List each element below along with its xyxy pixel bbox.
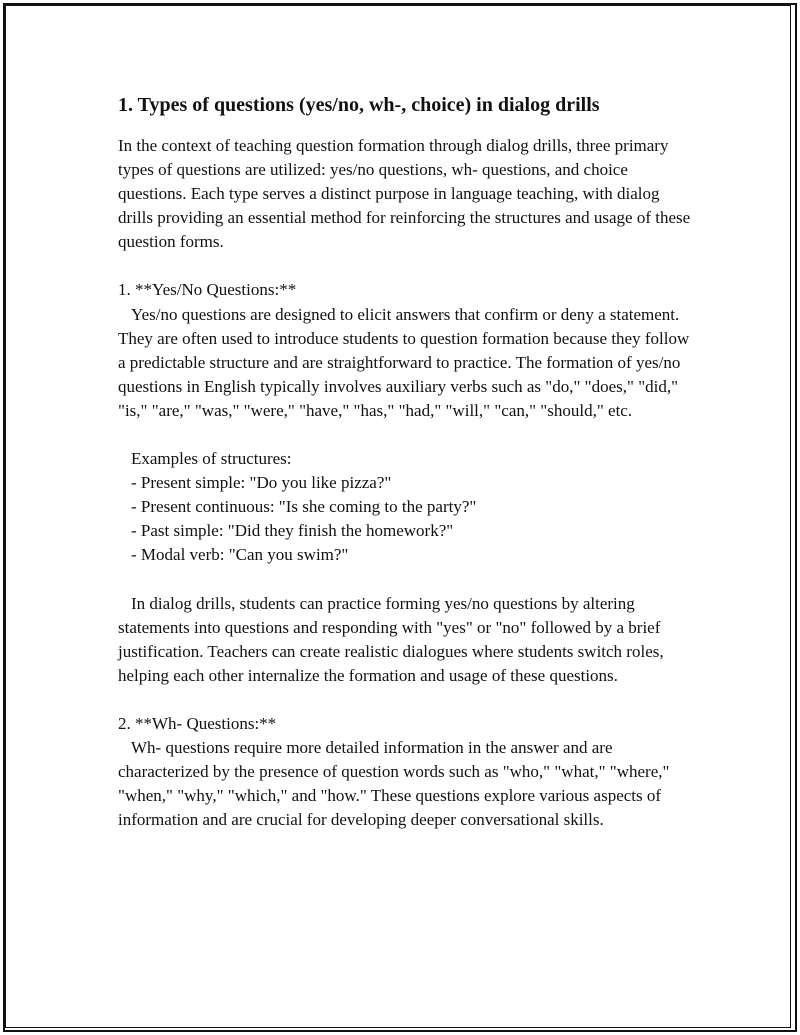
paragraph-gap (118, 254, 698, 278)
yesno-title: 1. **Yes/No Questions:** (118, 280, 297, 300)
paragraph-gap (118, 568, 698, 592)
yesno-description: Yes/no questions are designed to elicit answers that confirm or deny a statement. They are often used to introduce students to question formation because they follow a predictable structure and are straightforward to practice. The formation of yes/no questions in English typically involves auxiliary verbs such as "do," "does," "did," "is," "are," "was," "were," "have," "has," "had," "will," "can," "should," etc. (118, 304, 690, 420)
example-item: - Modal verb: "Can you swim?" (131, 545, 349, 565)
paragraph-gap (118, 688, 698, 712)
wh-title: 2. **Wh- Questions:** (118, 713, 277, 733)
intro-paragraph: In the context of teaching question formation through dialog drills, three primary types of questions are utilized: yes/no questions, wh- questions, and choice questions. Each type serves a distinct purpose in language teaching, with dialog drills providing an essential method for reinforcing the structures and usage of these question forms. (118, 136, 691, 252)
document-body (118, 90, 698, 832)
examples-label: Examples of structures: (131, 449, 292, 469)
wh-description: Wh- questions require more detailed information in the answer and are characterized by the presence of question words such as "who," "what," "where," "when," "why," "which," and "how." These questions explore various aspects of information and are crucial for developing deeper conversational skills. (118, 737, 670, 830)
example-item: - Past simple: "Did they finish the homework?" (131, 521, 454, 541)
example-item: - Present simple: "Do you like pizza?" (131, 473, 392, 493)
paragraph-gap (118, 423, 698, 447)
section-heading: 1. Types of questions (yes/no, wh-, choice) in dialog drills (118, 94, 600, 116)
yesno-drills-paragraph: In dialog drills, students can practice forming yes/no questions by altering statements into questions and responding with "yes" or "no" followed by a brief justification. Teachers can create realistic dialogues where students switch roles, helping each other internalize the formation and usage of these questions. (118, 593, 664, 685)
example-item: - Present continuous: "Is she coming to the party?" (131, 497, 477, 517)
